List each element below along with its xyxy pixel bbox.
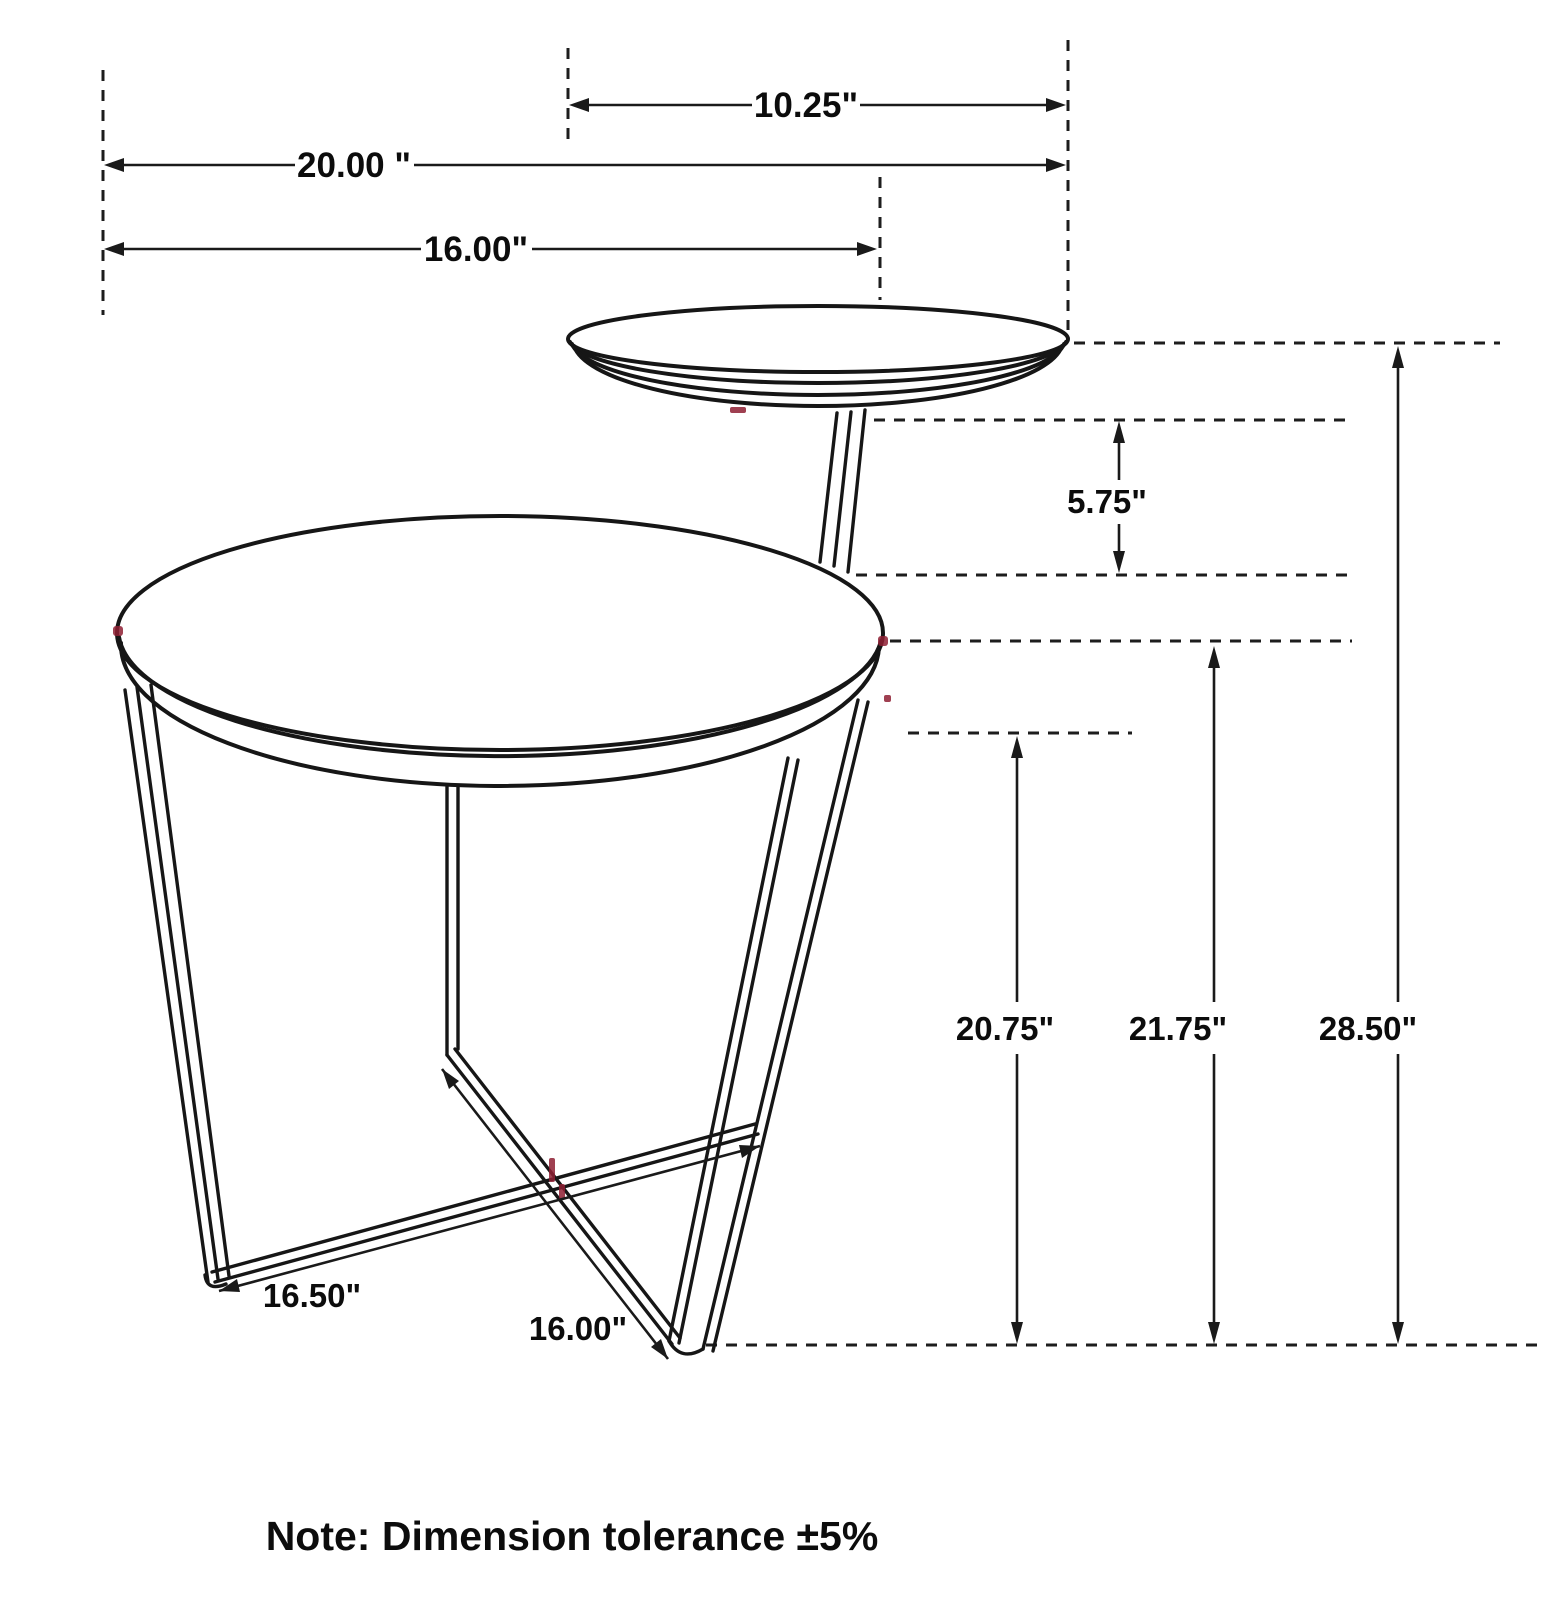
dim-arrow-base-depth bbox=[219, 1145, 760, 1292]
joint-marks bbox=[113, 407, 891, 1200]
main-top-drawing bbox=[117, 516, 883, 786]
dim-label-main-top-height: 21.75" bbox=[1128, 1010, 1228, 1047]
dimension-arrows bbox=[104, 98, 1404, 1359]
extension-lines bbox=[103, 40, 1542, 1345]
dim-arrow-overall-height bbox=[1392, 346, 1404, 1344]
dim-label-shelf-clearance: 5.75" bbox=[1067, 483, 1147, 520]
dim-arrow-main-top-height bbox=[1208, 646, 1220, 1344]
dim-label-shelf-diameter: 10.25" bbox=[753, 86, 859, 125]
dim-arrow-overall-width bbox=[104, 158, 1066, 172]
dim-label-overall-width: 20.00 " bbox=[297, 146, 411, 185]
dim-label-base-depth: 16.50" bbox=[262, 1277, 362, 1314]
dim-label-base-width: 16.00" bbox=[528, 1310, 628, 1347]
table-drawing bbox=[113, 306, 1068, 1354]
upper-shelf-drawing bbox=[568, 306, 1068, 406]
dim-label-main-top-diameter: 16.00" bbox=[423, 230, 529, 269]
note-text: Note: Dimension tolerance ±5% bbox=[265, 1513, 879, 1559]
shelf-post-drawing bbox=[820, 410, 865, 572]
dim-label-overall-height: 28.50" bbox=[1318, 1010, 1418, 1047]
dim-label-underside-height: 20.75" bbox=[955, 1010, 1055, 1047]
